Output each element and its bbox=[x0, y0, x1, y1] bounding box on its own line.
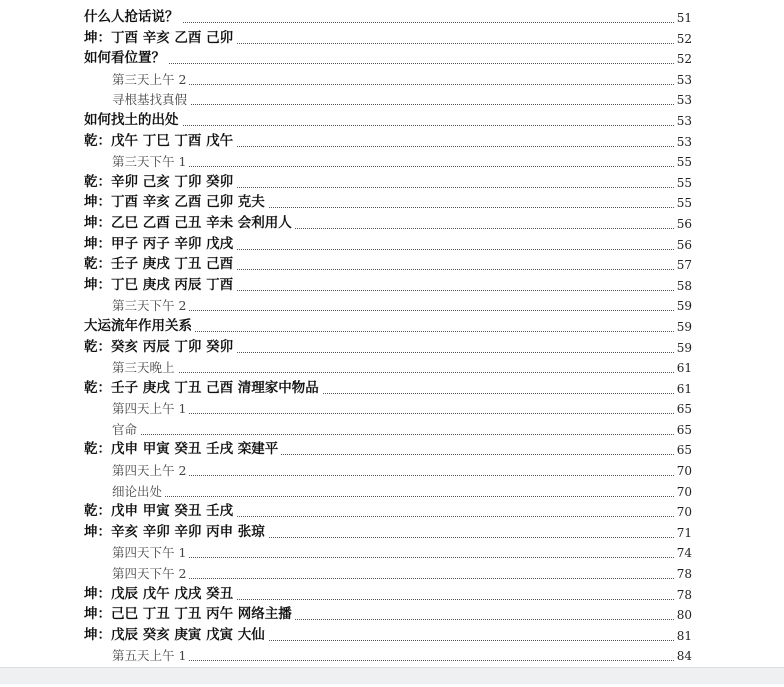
toc-entry[interactable] bbox=[0, 337, 784, 358]
toc-page-number: 78 bbox=[674, 587, 692, 604]
toc-page-number: 58 bbox=[674, 278, 692, 295]
toc-page-number: 65 bbox=[674, 401, 692, 418]
toc-dot-leader bbox=[112, 578, 674, 579]
toc-entry[interactable] bbox=[0, 192, 784, 213]
toc-page-number: 52 bbox=[674, 51, 692, 68]
toc-entry[interactable] bbox=[0, 316, 784, 337]
toc-dot-leader bbox=[112, 84, 674, 85]
toc-entry-title: 乾：癸亥 丙辰 丁卯 癸卯 bbox=[84, 339, 236, 356]
toc-entry[interactable] bbox=[0, 213, 784, 234]
toc-entry[interactable] bbox=[0, 378, 784, 399]
toc-entry[interactable] bbox=[0, 151, 784, 172]
toc-entry-title: 乾：壬子 庚戌 丁丑 己酉 bbox=[84, 256, 236, 273]
toc-page-number: 61 bbox=[674, 381, 692, 398]
toc-page-number: 65 bbox=[674, 422, 692, 439]
toc-page-number: 59 bbox=[674, 319, 692, 336]
toc-entry-title: 坤：丁酉 辛亥 乙酉 己卯 克夫 bbox=[84, 194, 268, 211]
toc-entry-title: 第三天下午 2 bbox=[112, 297, 189, 314]
toc-entry[interactable] bbox=[0, 439, 784, 460]
toc-entry-title: 第五天上午 1 bbox=[112, 647, 189, 664]
toc-entry-title: 坤：丁酉 辛亥 乙酉 己卯 bbox=[84, 30, 236, 47]
toc-entry-title: 如何看位置？ bbox=[84, 50, 168, 67]
toc-entry[interactable] bbox=[0, 7, 784, 28]
toc-page-number: 81 bbox=[674, 628, 692, 645]
toc-entry[interactable] bbox=[0, 604, 784, 625]
toc-entry[interactable] bbox=[0, 501, 784, 522]
toc-page-number: 71 bbox=[674, 525, 692, 542]
toc-page-number: 53 bbox=[674, 113, 692, 130]
toc-entry-title: 乾：辛卯 己亥 丁卯 癸卯 bbox=[84, 174, 236, 191]
toc-entry[interactable] bbox=[0, 89, 784, 110]
toc-dot-leader bbox=[84, 63, 674, 64]
toc-dot-leader bbox=[112, 166, 674, 167]
toc-entry-title: 乾：壬子 庚戌 丁丑 己酉 清理家中物品 bbox=[84, 380, 322, 397]
toc-page-number: 84 bbox=[674, 648, 692, 665]
toc-entry[interactable] bbox=[0, 625, 784, 646]
toc-entry[interactable] bbox=[0, 645, 784, 666]
toc-entry[interactable] bbox=[0, 522, 784, 543]
toc-entry-title: 坤：戊辰 戊午 戊戌 癸丑 bbox=[84, 586, 236, 603]
toc-page-number: 65 bbox=[674, 442, 692, 459]
toc-entry[interactable] bbox=[0, 584, 784, 605]
viewer-bottom-bar bbox=[0, 667, 784, 684]
toc-entry[interactable] bbox=[0, 542, 784, 563]
toc-dot-leader bbox=[112, 310, 674, 311]
toc-entry[interactable] bbox=[0, 28, 784, 49]
toc-entry-title: 第四天下午 2 bbox=[112, 565, 189, 582]
toc-entry[interactable] bbox=[0, 275, 784, 296]
toc-entry[interactable] bbox=[0, 254, 784, 275]
toc-entry[interactable] bbox=[0, 563, 784, 584]
toc-page-number: 59 bbox=[674, 340, 692, 357]
toc-entry-title: 乾：戊申 甲寅 癸丑 壬戌 bbox=[84, 503, 236, 520]
toc-entry-title: 坤：乙巳 乙酉 己丑 辛未 会利用人 bbox=[84, 215, 295, 232]
toc-entry[interactable] bbox=[0, 357, 784, 378]
toc-entry[interactable] bbox=[0, 69, 784, 90]
toc-page-number: 70 bbox=[674, 504, 692, 521]
toc-entry[interactable] bbox=[0, 419, 784, 440]
toc-page-number: 59 bbox=[674, 298, 692, 315]
toc-entry[interactable] bbox=[0, 460, 784, 481]
toc-page-number: 56 bbox=[674, 237, 692, 254]
toc-page-number: 51 bbox=[674, 10, 692, 27]
toc-entry-title: 大运流年作用关系 bbox=[84, 318, 195, 335]
toc-entry[interactable] bbox=[0, 131, 784, 152]
toc-entry-title: 什么人抢话说？ bbox=[84, 9, 182, 26]
toc-dot-leader bbox=[112, 660, 674, 661]
toc-entry-title: 寻根基找真假 bbox=[112, 91, 190, 108]
toc-entry-title: 坤：丁巳 庚戌 丙辰 丁酉 bbox=[84, 277, 236, 294]
toc-dot-leader bbox=[112, 104, 674, 105]
toc-entry[interactable] bbox=[0, 295, 784, 316]
toc-entry[interactable] bbox=[0, 398, 784, 419]
toc-entry-title: 第三天下午 1 bbox=[112, 153, 189, 170]
toc-entry-title: 坤：己巳 丁丑 丁丑 丙午 网络主播 bbox=[84, 606, 295, 623]
toc-dot-leader bbox=[112, 413, 674, 414]
toc-entry[interactable] bbox=[0, 110, 784, 131]
toc-dot-leader bbox=[112, 372, 674, 373]
toc-entry-title: 第三天上午 2 bbox=[112, 71, 189, 88]
toc-page-number: 56 bbox=[674, 216, 692, 233]
toc-entry-title: 细论出处 bbox=[112, 483, 165, 500]
toc-dot-leader bbox=[112, 434, 674, 435]
toc-dot-leader bbox=[112, 496, 674, 497]
toc-entry-title: 第四天下午 1 bbox=[112, 544, 189, 561]
toc-entry[interactable] bbox=[0, 48, 784, 69]
toc-page-number: 52 bbox=[674, 31, 692, 48]
toc-page-number: 55 bbox=[674, 195, 692, 212]
toc-entry-title: 坤：甲子 丙子 辛卯 戊戌 bbox=[84, 236, 236, 253]
toc-entry[interactable] bbox=[0, 234, 784, 255]
toc-page-number: 70 bbox=[674, 484, 692, 501]
toc-entry-title: 乾：戊午 丁巳 丁酉 戊午 bbox=[84, 133, 236, 150]
toc-page-number: 55 bbox=[674, 154, 692, 171]
toc-entry-title: 如何找土的出处 bbox=[84, 112, 182, 129]
toc-entry-title: 官命 bbox=[112, 421, 140, 438]
toc-page-number: 80 bbox=[674, 607, 692, 624]
toc-page-number: 53 bbox=[674, 92, 692, 109]
toc-entry-title: 第三天晚上 bbox=[112, 359, 178, 376]
toc-page-number: 57 bbox=[674, 257, 692, 274]
table-of-contents bbox=[0, 7, 784, 687]
toc-entry[interactable] bbox=[0, 481, 784, 502]
toc-dot-leader bbox=[112, 557, 674, 558]
toc-dot-leader bbox=[112, 475, 674, 476]
toc-entry-title: 第四天上午 1 bbox=[112, 400, 189, 417]
toc-page-number: 70 bbox=[674, 463, 692, 480]
toc-entry-title: 乾：戊申 甲寅 癸丑 壬戌 栾建平 bbox=[84, 441, 281, 458]
toc-entry-title: 坤：戊辰 癸亥 庚寅 戊寅 大仙 bbox=[84, 627, 268, 644]
toc-entry-title: 第四天上午 2 bbox=[112, 462, 189, 479]
toc-page-number: 55 bbox=[674, 175, 692, 192]
toc-entry-title: 坤：辛亥 辛卯 辛卯 丙申 张琼 bbox=[84, 524, 268, 541]
toc-entry[interactable] bbox=[0, 172, 784, 193]
toc-page-number: 78 bbox=[674, 566, 692, 583]
toc-page-number: 61 bbox=[674, 360, 692, 377]
toc-page-number: 74 bbox=[674, 545, 692, 562]
toc-page-number: 53 bbox=[674, 134, 692, 151]
toc-page-number: 53 bbox=[674, 72, 692, 89]
